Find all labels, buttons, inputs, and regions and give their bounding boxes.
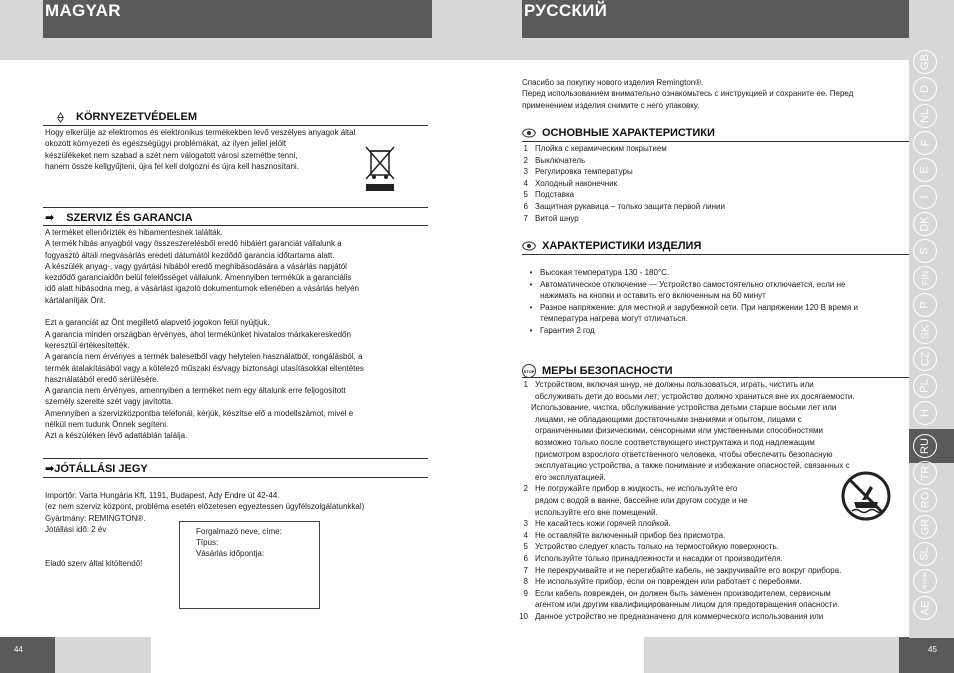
tab-lang-ru[interactable]: RU: [913, 434, 937, 458]
eye-icon: [522, 128, 536, 138]
specs-list: • Высокая температура 130 - 180°C. • Автоматическое отключение — Устройство самостоятельно отключается, если не нажимать на кнопки и оставить его включенным на 60 минут • Разное напряжение: для местной и зарубежной сети. При напряжении 120 В время и температура нагрева могут отличаться. • Гарантия 2 год: [522, 267, 907, 337]
tab-lang-f[interactable]: F: [913, 131, 937, 155]
list-item: • Автоматическое отключение — Устройство самостоятельно отключается, если не: [529, 279, 846, 289]
tab-lang-ro[interactable]: RO: [913, 488, 937, 512]
environment-text: Hogy elkerülje az elektromos és elektronikus termékekben levő veszélyes anyagok által okozott környezeti és egészségügyi problémákat, az ilyen jellel jelölt készülékeket nem szabad a szét nem válogatott városi szemétbe tenni, hanem össze kellgyűjteni, újra fel kell dolgozni és újra kell hasznosítani.: [45, 128, 356, 172]
tab-lang-d[interactable]: D: [913, 77, 937, 101]
list-item: 7 Не перекручивайте и не перегибайте кабель, не закручивайте его вокруг прибора.: [523, 565, 842, 575]
list-item: 1 Плойка с керамическим покрытием: [523, 144, 667, 153]
tab-lang-i[interactable]: I: [913, 185, 937, 209]
tab-lang-ae[interactable]: AE: [913, 596, 937, 620]
tab-lang-h[interactable]: H: [913, 401, 937, 425]
section-specs-title: ХАРАКТЕРИСТИКИ ИЗДЕЛИЯ: [522, 240, 701, 252]
section-rule: [43, 458, 428, 459]
tab-lang-gb[interactable]: GB: [913, 50, 937, 74]
section-rule: [43, 477, 428, 478]
service-text: A terméket ellenőrizték és hibamentesnek találták. A termék hibás anyagból vagy összeszerelésből eredő hibáiért garanciát vállalunk a fogyasztó általi megvásárlás eredeti dátumától kezdődő garancia időtartama alatt. A készülék anyag-, vagy gyártási hibából eredő meghibásodására a vásárlás napjától kezdődő garanciaidőn belül felelősséget vállalunk. Amennyiben termékük a garanciális idő alatt hibásodna meg, a vásárlást igazoló dokumentumok ellenében a vásárlás helyén kártalanítják Önt. Ezt a garanciát az Önt megillető alapvető jogokon felül nyújtjuk. A garancia minden országban érvényes, ahol termékünket hivatalos márkakereskedőn keresztül értékesítették. A garancia nem érvényes a termék balesetből vagy helytelen használatból, rongálásból, a termék átalakításából vagy a kötelező műszaki és/vagy biztonsági utasításokkal ellentétes használatából eredő sérülésére. A garancia nem érvényes, amennyiben a terméket nem egy általunk erre feljogosított személy szerelte szét vagy javította. Amennyiben a szervizközpontba telefonál, kérjük, készítse elő a modellszámot, mivel e nélkül nem tudunk Önnek segíteni. Azt a készüléken lévő adattáblán találja.: [45, 228, 364, 441]
list-item: 4 Холодный наконечник: [523, 178, 618, 188]
tab-lang-p[interactable]: P: [913, 293, 937, 317]
safety-list: 1 Устройством, включая шнур, не должны пользоваться, играть, чистить или обслуживать дети до восьми лет; устройство должно храниться вне их досягаемости. Использование, чистка, обслуживание устройства детьми старше восьми лет или лицами, не обладающими достаточными знаниями и опытом, лицами с ограниченными физическими, сенсорными или умственными способностями возможно только после соответствующего инструктажа и под надлежащим присмотром взрослого ответственного человека, чтобы обеспечить безопасную эксплуатацию устройства, а также понимание и избежание опасностей, связанных с его эксплуатацией. 2 Не погружайте прибор в жидкость, не используйте его рядом с водой в ванне, бассейне или другом сосуде и не используйте его вне помещений. 3 Не касайтесь кожи горячей плойкой. 4 Не оставляйте включенный прибор без присмотра. 5 Устройство следует класть только на термостойкую поверхность. 6 Используйте только принадлежности и насадки от производителя. 7 Не перекручивайте и не перегибайте кабель, не закручивайте его вокруг прибора. 8 Не используйте прибор, если он поврежден или работает с перебоями. 9 Если кабель поврежден, он должен быть заменен производителем, сервисным агентом или другим квалифицированным лицом для предотвращения опасности. 10 Данное устройство не предназначено для коммерческого использования или: [515, 379, 912, 622]
section-rule: [43, 225, 428, 226]
section-environment-title: KÖRNYEZETVÉDELEM: [55, 111, 197, 123]
recycle-icon: [55, 112, 66, 123]
page-title-russian: РУССКИЙ: [524, 1, 608, 20]
list-item: 3 Не касайтесь кожи горячей плойкой.: [523, 519, 671, 529]
section-rule: [43, 125, 428, 126]
list-item: 6 Используйте только принадлежности и насадки от производителя.: [523, 553, 783, 563]
tab-lang-sl[interactable]: SL: [913, 542, 937, 566]
section-rule: [43, 207, 428, 208]
right-page: [477, 0, 954, 673]
list-item: 7 Витой шнур: [523, 213, 579, 223]
list-item: 4 Не оставляйте включенный прибор без присмотра.: [523, 530, 726, 540]
seller-note: Eladó szerv által kitöltendő!: [45, 559, 143, 568]
tab-lang-tr[interactable]: TR: [913, 461, 937, 485]
section-safety-title: STOP МЕРЫ БЕЗОПАСНОСТИ: [523, 365, 673, 377]
page-header-right: [522, 0, 909, 38]
list-item: 2 Не погружайте прибор в жидкость, не используйте его: [523, 484, 738, 494]
list-item: • Высокая температура 130 - 180°C.: [529, 268, 670, 277]
list-item: 8 Не используйте прибор, если он поврежден или работает с перебоями.: [523, 577, 802, 587]
page-number-left: 44: [0, 637, 55, 673]
no-water-icon: [840, 470, 892, 522]
language-tabs: [909, 38, 954, 638]
page-header-left: [43, 0, 432, 38]
arrow-right-icon: ➡: [45, 212, 55, 224]
crossed-bin-icon: [362, 143, 398, 193]
list-item: 5 Подставка: [523, 190, 575, 200]
page-number-right: 45: [899, 637, 954, 673]
list-item: 1 Устройством, включая шнур, не должны пользоваться, играть, чистить или: [523, 380, 814, 389]
intro-text: Спасибо за покупку нового изделия Remington®. Перед использованием внимательно ознакомьтесь с инструкцией и сохраните ее. Перед применением изделия снимите с него упаковку.: [522, 78, 854, 110]
tab-lang-cz[interactable]: CZ: [913, 347, 937, 371]
tab-lang-pl[interactable]: PL: [913, 374, 937, 398]
tab-lang-sk[interactable]: SK: [913, 320, 937, 344]
page-title-magyar: MAGYAR: [45, 1, 121, 20]
section-rule: [522, 254, 909, 255]
list-item: 9 Если кабель поврежден, он должен быть заменен производителем, сервисным: [523, 588, 831, 598]
section-rule: [522, 377, 909, 378]
footer-band: [644, 637, 899, 673]
list-item: 2 Выключатель: [523, 155, 586, 165]
arrow-right-icon: ➡: [45, 463, 55, 475]
list-item: 10 Данное устройство не предназначено для коммерческого использования или: [519, 611, 824, 621]
list-item: • Разное напряжение: для местной и зарубежной сети. При напряжении 120 В время и: [529, 302, 858, 312]
list-item: 5 Устройство следует класть только на термостойкую поверхность.: [523, 542, 779, 552]
tab-lang-dk[interactable]: DK: [913, 212, 937, 236]
dealer-stamp-box: Forgalmazó neve, címe: Típus: Vásárlás időpontja:: [179, 521, 320, 609]
tab-lang-nl[interactable]: NL: [913, 104, 937, 128]
section-warranty-title: ➡ JÓTÁLLÁSI JEGY: [45, 462, 148, 475]
tab-lang-hr-bih[interactable]: HR/BIH: [913, 569, 937, 593]
eye-icon: [522, 241, 536, 251]
list-item: 3 Регулировка температуры: [523, 167, 633, 177]
tab-lang-e[interactable]: E: [913, 158, 937, 182]
section-rule: [522, 141, 909, 142]
section-features-title: ОСНОВНЫЕ ХАРАКТЕРИСТИКИ: [522, 127, 715, 139]
tab-lang-gr[interactable]: GR: [913, 515, 937, 539]
list-item: • Гарантия 2 год: [529, 325, 595, 335]
tab-lang-s[interactable]: S: [913, 239, 937, 263]
list-item: 6 Защитная рукавица – только защита первой линии: [523, 201, 725, 211]
warranty-text: Importőr: Varta Hungária Kft, 1191, Budapest, Ady Endre út 42-44. (ez nem szerviz központ, probléma esetén előzetesen egyeztessen ügyfélszolgálatunkkal) Gyártmány: REMINGTON®. Jótállási idő: 2 év: [45, 491, 365, 535]
tab-lang-fin[interactable]: FIN: [913, 266, 937, 290]
features-list: [515, 143, 725, 224]
stop-icon: STOP: [522, 364, 536, 378]
section-service-title: ➡ SZERVIZ ÉS GARANCIA: [45, 211, 193, 224]
